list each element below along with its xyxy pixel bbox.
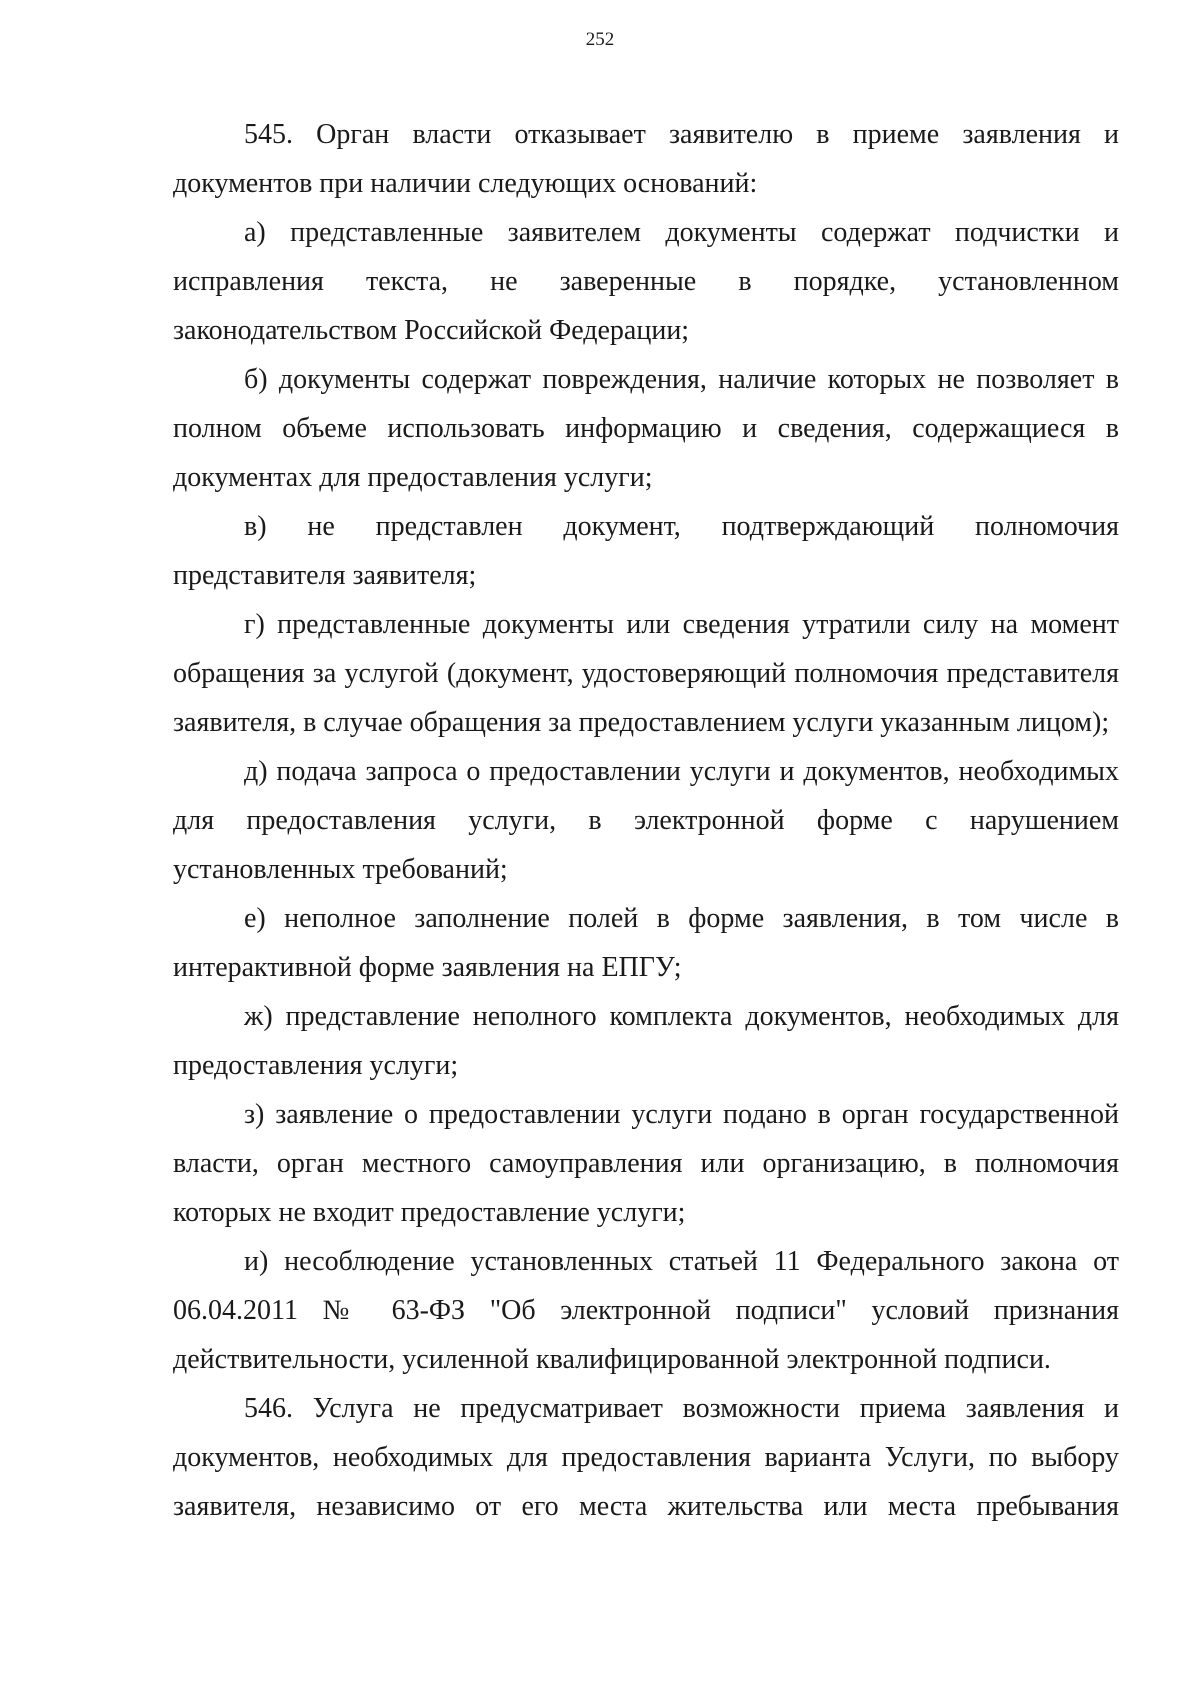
list-item-v: в) не представлен документ, подтверждающий полномочия представителя заявителя; bbox=[173, 511, 1119, 591]
list-item-z: з) заявление о предоставлении услуги подано в орган государственной власти, орган местного самоуправления или организацию, в полномочия которых не входит предоставление услуги; bbox=[173, 1099, 1119, 1228]
list-item-e: е) неполное заполнение полей в форме заявления, в том числе в интерактивной форме заявления на ЕПГУ; bbox=[173, 903, 1119, 983]
list-item-g: г) представленные документы или сведения утратили силу на момент обращения за услугой (документ, удостоверяющий полномочия представителя заявителя, в случае обращения за предоставлением услуги указанным лицом); bbox=[173, 609, 1119, 738]
list-item-b: б) документы содержат повреждения, наличие которых не позволяет в полном объеме использовать информацию и сведения, содержащиеся в документах для предоставления услуги; bbox=[173, 364, 1119, 493]
document-body bbox=[173, 110, 1119, 1531]
page-number: 252 bbox=[585, 29, 615, 50]
list-item-i: и) несоблюдение установленных статьей 11 Федерального закона от 06.04.2011 № 63-ФЗ "Об электронной подписи" условий признания действительности, усиленной квалифицированной электронной подписи. bbox=[173, 1246, 1119, 1375]
list-item-zh: ж) представление неполного комплекта документов, необходимых для предоставления услуги; bbox=[173, 1001, 1119, 1081]
list-item-d: д) подача запроса о предоставлении услуги и документов, необходимых для предоставления услуги, в электронной форме с нарушением установленных требований; bbox=[173, 756, 1119, 885]
list-item-a: а) представленные заявителем документы содержат подчистки и исправления текста, не заверенные в порядке, установленном законодательством Российской Федерации; bbox=[173, 217, 1119, 346]
paragraph-545: 545. Орган власти отказывает заявителю в приеме заявления и документов при наличии следующих оснований: bbox=[173, 119, 1119, 199]
paragraph-546: 546. Услуга не предусматривает возможности приема заявления и документов, необходимых для предоставления варианта Услуги, по выбору заявителя, независимо от его места жительства или места пребывания bbox=[173, 1393, 1119, 1522]
